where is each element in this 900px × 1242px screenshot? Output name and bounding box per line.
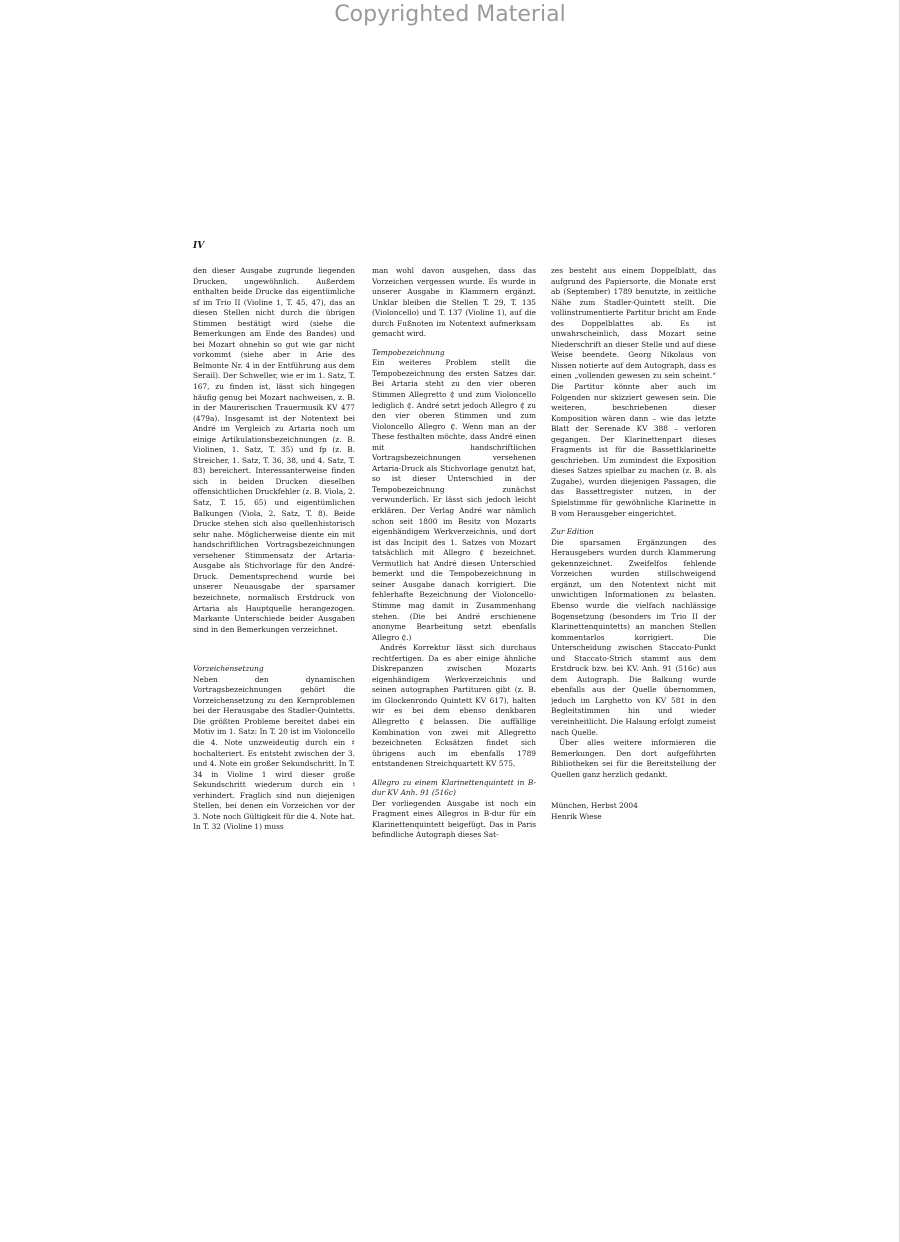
text-column-3 [551,266,716,966]
paragraph: den dieser Ausgabe zugrunde liegenden Drucken, ungewöhnlich. Außerdem enthalten beide Drucke das eigentümliche sf im Trio II (Violine 1, T. 45, 47), das an diesen Stellen nicht durch die übrigen Stimmen bestätigt wird (siehe die Bemerkungen am Ende des Bandes) und bei Mozart ohnehin so gut wie gar nicht vorkommt (siehe aber in Arie des Belmonte Nr. 4 in der Entführung aus dem Serail). Der Schweller, wie er im 1. Satz, T. 167, zu finden ist, lässt sich hingegen häufig genug bei Mozart nachweisen, z. B. in der Maurerischen Trauermusik KV 477 (479a). Insgesamt ist der Notentext bei André im Vergleich zu Artaria noch um einige Artikulationsbezeichnungen (z. B. Violinen, 1. Satz, T. 35) und fp (z. B. Streicher, 1. Satz, T. 36, 38, und 4. Satz, T. 83) bereichert. Interessanterweise finden sich in beiden Drucken dieselben offensichtlichen Druckfehler (z. B. Viola, 2. Satz, T. 15, 65) und eigentümlichen Balkungen (Viola, 2. Satz, T. 8). Beide Drucke stehen sich also quellenhistorisch sehr nahe. Möglicherweise diente ein mit handschriftlichen Vortragsbezeichnungen versehener Stimmensatz der Artaria-Ausgabe als Stichvorlage für den André-Druck. Dementsprechend wurde bei unserer Neuausgabe der sparsamer bezeichnete, normalisch Erstdruck von Artaria als Hauptquelle herangezogen. Markante Unterschiede beider Ausgaben sind in den Bemerkungen verzeichnet. [193,266,355,634]
signature-author: Henrik Wiese [551,811,602,821]
paragraph: Neben den dynamischen Vortragsbezeichnungen gehört die Vorzeichensetzung zu den Kernproblemen bei der Herausgabe des Stadler-Quintetts. Die größten Probleme bereitet dabei ein Motiv im 1. Satz: In T. 20 ist im Violoncello die 4. Note unzweideutig durch ein ♯ hochalteriert. Es entsteht zwischen der 3. und 4. Note ein großer Sekundschritt. In T. 34 in Violine 1 wird dieser große Sekundschritt wiederum durch ein ♮ verhindert. Fraglich sind nun diejenigen Stellen, bei denen ein Vorzeichen vor der 3. Note noch Gültigkeit für die 4. Note hat. In T. 32 (Violine 1) muss [193,674,355,832]
paragraph: Der vorliegenden Ausgabe ist noch ein Fragment eines Allegros in B-dur für ein Klarinettenquintett beigefügt. Das in Paris befindliche Autograph dieses Sat- [372,798,536,840]
section-heading-tempobezeichnung: Tempobezeichnung [372,347,445,357]
text-column-2 [372,266,536,966]
text-column-1 [193,266,355,966]
signature-place-date: München, Herbst 2004 [551,801,638,811]
paragraph: Über alles weitere informieren die Bemerkungen. Den dort aufgeführten Bibliotheken sei für die Bereitstellung der Quellen ganz herzlich gedankt. [551,738,716,779]
paragraph: Andrés Korrektur lässt sich durchaus rechtfertigen. Da es aber einige ähnliche Diskrepanzen zwischen Mozarts eigenhändigem Werkverzeichnis und seinen autographen Partituren gibt (z. B. im Glockenrondo Quintett KV 617), halten wir es bei dem ebenso denkbaren Allegretto ₵ belassen. Die auffällige Kombination von zwei mit Allegretto bezeichneten Ecksätzen findet sich übrigens auch im ebenfalls 1789 entstandenen Streichquartett KV 575. [372,643,536,769]
copyright-watermark: Copyrighted Material [334,2,566,27]
section-heading-allegro-fragment: Allegro zu einem Klarinettenquintett in B-dur KV Anh. 91 (516c) [372,777,536,798]
paragraph: zes besteht aus einem Doppelblatt, das aufgrund des Papiersorte, die Monate erst ab (September) 1789 benutzte, in zeitliche Nähe zum Stadler-Quintett stellt. Die vollinstrumentierte Partitur bricht am Ende des Doppelblattes ab. Es ist unwahrscheinlich, dass Mozart seine Niederschrift an dieser Stelle und auf diese Weise beendete. Georg Nikolaus von Nissen notierte auf dem Autograph, dass es einen „vollenden gewesen zu sein scheint.“ Die Partitur könnte aber auch im Folgenden nur skizziert gewesen sein. Die weiteren, beschriebenen dieser Komposition wären dann – wie das letzte Blatt der Serenade KV 388 – verloren gegangen. Der Klarinettenpart dieses Fragments ist für die Bassettklarinette geschrieben. Um zumindest die Exposition dieses Satzes spielbar zu machen (z. B. als Zugabe), wurden diejenigen Passagen, die das Bassettregister nutzen, in der Spielstimme für gewöhnliche Klarinette in B vom Herausgeber eingerichtet. [551,266,716,518]
section-heading-vorzeichensetzung: Vorzeichensetzung [193,664,264,674]
section-heading-zur-edition: Zur Edition [551,527,594,537]
page-number: IV [193,241,205,251]
paragraph: Die sparsamen Ergänzungen des Herausgebers wurden durch Klammerung gekennzeichnet. Zweifelfos fehlende Vorzeichen wurden stillschweigend ergänzt, um den Notentext nicht mit unwichtigen Informationen zu belasten. Ebenso wurde die vielfach nachlässige Bogensetzung (besonders im Trio II der Klarinettenquintetts) an manchen Stellen kommentarlos korrigiert. Die Unterscheidung zwischen Staccato-Punkt und Staccato-Strich stammt aus dem Erstdruck bzw. bei KV. Anh. 91 (516c) aus dem Autograph. Die Balkung wurde ebenfalls aus der Quelle übernommen, jedoch im Larghetto von KV 581 in den Begleitstimmen hin und wieder vereinheitlicht. Die Halsung erfolgt zumeist nach Quelle. [551,537,716,737]
paragraph: Ein weiteres Problem stellt die Tempobezeichnung des ersten Satzes dar. Bei Artaria steht zu den vier oberen Stimmen Allegretto ₵ und zum Violoncello lediglich ₵. André setzt jedoch Allegro ₵ zu den vier oberen Stimmen und zum Violoncello Allegro ₵. Wenn man an der These festhalten möchte, dass André einen mit handschriftlichen Vortragsbezeichnungen versehenen Artaria-Druck als Stichvorlage genutzt hat, so ist dieser Unterschied in der Tempobezeichnung zunächst verwunderlich. Er lässt sich jedoch leicht erklären. Der Verlag André war nämlich schon seit 1800 im Besitz von Mozarts eigenhändigem Werkverzeichnis, und dort ist das Incipit des 1. Satzes von Mozart tatsächlich mit Allegro ₵ bezeichnet. Vermutlich hat André diesen Unterschied bemerkt und die Tempobezeichnung in seiner Ausgabe danach korrigiert. Die fehlerhafte Bezeichnung der Violoncello-Stimme mag damit in Zusammenhang stehen. (Die bei André erschienene anonyme Bearbeitung setzt ebenfalls Allegro ₵.) [372,358,536,642]
paragraph: man wohl davon ausgehen, dass das Vorzeichen vergessen wurde. Es wurde in unserer Ausgabe in Klammern ergänzt. Unklar bleiben die Stellen T. 29, T. 135 (Violoncello) und T. 137 (Violine 1), auf die durch Fußnoten im Notentext aufmerksam gemacht wird. [372,266,536,339]
